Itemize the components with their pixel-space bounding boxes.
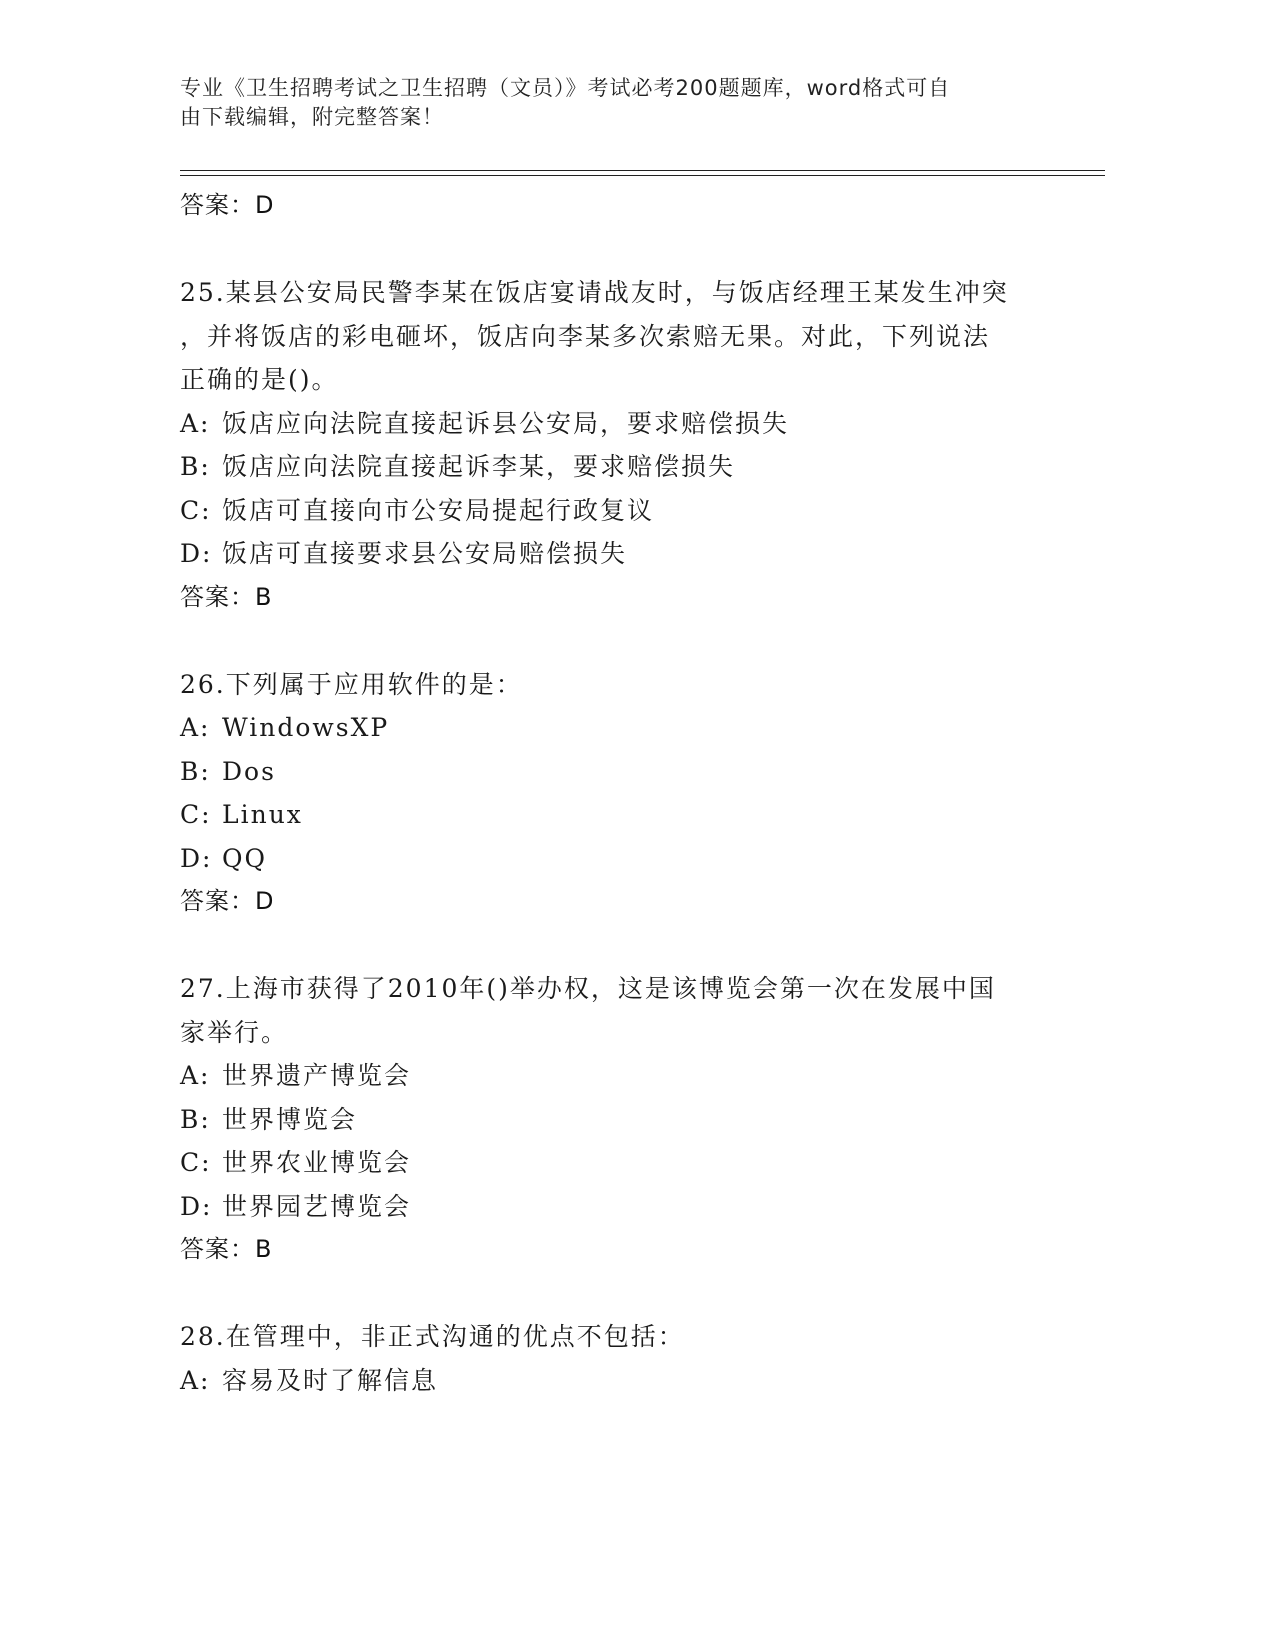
question-27-stem-line-1: 27.上海市获得了2010年()举办权，这是该博览会第一次在发展中国 <box>180 974 996 1003</box>
option-text: Linux <box>222 800 303 829</box>
option-key: C: <box>180 1148 212 1177</box>
option-key: A: <box>180 713 211 742</box>
option-d <box>180 1185 1080 1229</box>
option-text: Dos <box>222 756 276 786</box>
question-28 <box>180 1315 1080 1402</box>
question-26-stem-line-1: 26.下列属于应用软件的是： <box>180 669 523 699</box>
option-key: A: <box>180 1365 211 1395</box>
header-line-2: 由下载编辑，附完整答案！ <box>180 105 444 129</box>
option-text: 饭店可直接要求县公安局赔偿损失 <box>222 539 628 568</box>
header-line-1: 专业《卫生招聘考试之卫生招聘（文员）》考试必考200题题库，word格式可自 <box>180 76 951 100</box>
option-text: 饭店应向法院直接起诉李某，要求赔偿损失 <box>222 452 736 481</box>
question-26 <box>180 663 1080 924</box>
option-text: WindowsXP <box>222 713 390 742</box>
option-key: B: <box>180 1104 211 1134</box>
question-27 <box>180 967 1080 1272</box>
answer-27: 答案：B <box>180 1235 273 1263</box>
option-text: 世界园艺博览会 <box>222 1191 412 1221</box>
option-a <box>180 402 1080 446</box>
option-text: 世界博览会 <box>222 1104 358 1134</box>
question-list <box>180 184 1080 1402</box>
option-key: B: <box>180 452 211 481</box>
option-key: B: <box>180 756 211 786</box>
option-b <box>180 1098 1080 1142</box>
option-b <box>180 750 1080 794</box>
question-25-stem-line-3: 正确的是()。 <box>180 365 339 394</box>
question-25 <box>180 271 1080 619</box>
option-a <box>180 1359 1080 1403</box>
answer-25: 答案：B <box>180 582 273 611</box>
option-text: 世界遗产博览会 <box>222 1061 412 1090</box>
option-a <box>180 706 1080 750</box>
option-text: QQ <box>222 843 267 873</box>
question-28-stem-line-1: 28.在管理中，非正式沟通的优点不包括： <box>180 1322 685 1351</box>
document-header <box>180 74 1040 132</box>
option-key: D: <box>180 539 213 568</box>
option-text: 容易及时了解信息 <box>222 1365 439 1395</box>
answer-24: 答案：D <box>180 191 275 219</box>
option-key: A: <box>180 408 211 438</box>
option-text: 饭店可直接向市公安局提起行政复议 <box>222 495 655 525</box>
option-c <box>180 489 1080 533</box>
question-25-stem-line-2: ，并将饭店的彩电砸坏，饭店向李某多次索赔无果。对此，下列说法 <box>180 321 991 351</box>
option-c <box>180 1141 1080 1185</box>
header-divider-top <box>180 170 1105 171</box>
option-b <box>180 445 1080 489</box>
question-27-stem-line-2: 家举行。 <box>180 1017 289 1047</box>
option-key: C: <box>180 800 212 829</box>
option-d <box>180 837 1080 881</box>
option-text: 世界农业博览会 <box>222 1148 412 1177</box>
option-key: D: <box>180 1191 213 1221</box>
option-text: 饭店应向法院直接起诉县公安局，要求赔偿损失 <box>222 408 790 438</box>
option-key: A: <box>180 1061 211 1090</box>
answer-26: 答案：D <box>180 887 275 915</box>
header-divider-bottom <box>180 175 1105 176</box>
question-25-stem-line-1: 25.某县公安局民警李某在饭店宴请战友时，与饭店经理王某发生冲突 <box>180 278 1009 307</box>
option-a <box>180 1054 1080 1098</box>
option-d <box>180 532 1080 576</box>
option-c <box>180 793 1080 837</box>
option-key: D: <box>180 843 213 873</box>
option-key: C: <box>180 495 212 525</box>
